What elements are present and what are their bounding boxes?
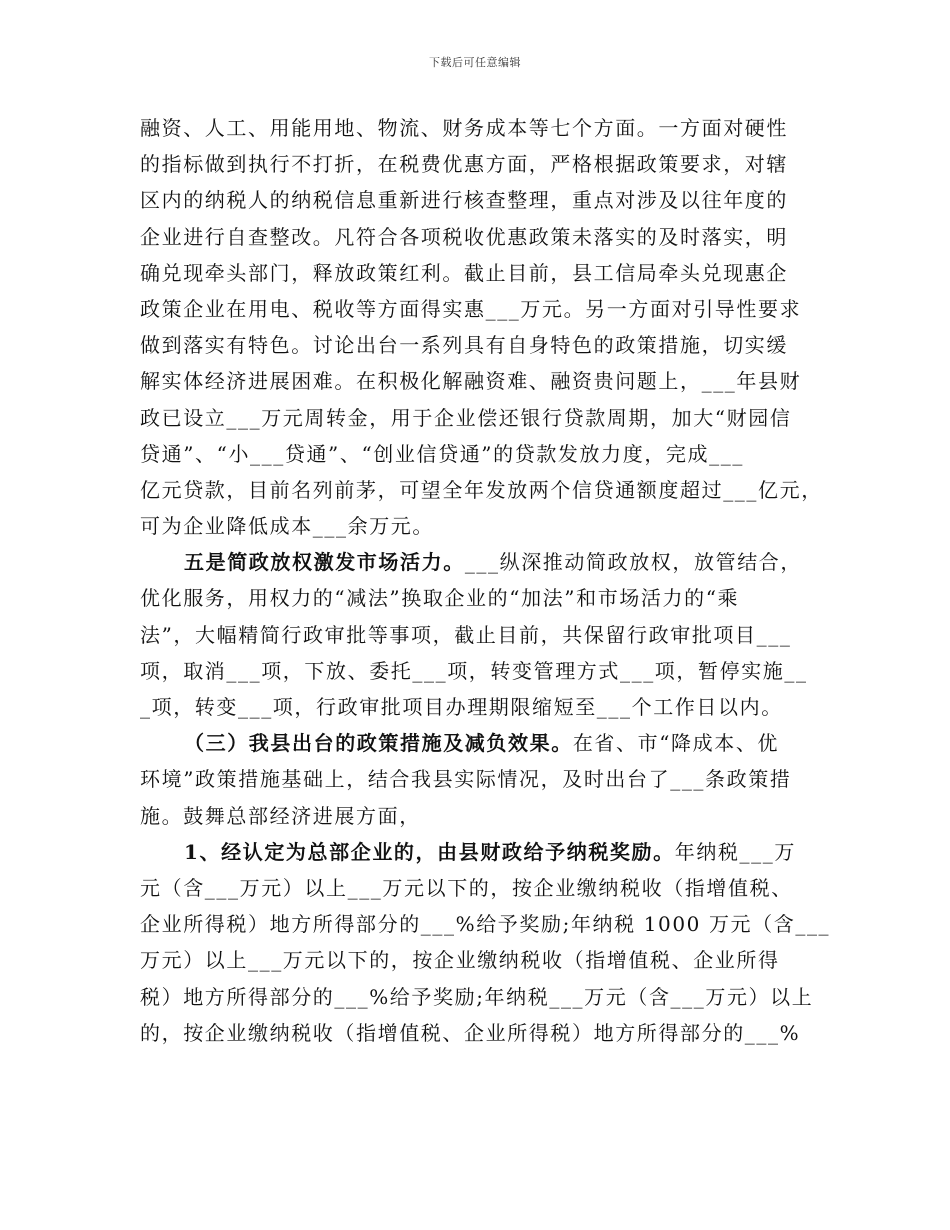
text-line: 确兑现牵头部门，释放政策红利。截止目前，县工信局牵头兑现惠企 bbox=[140, 260, 788, 285]
text-line: 施。鼓舞总部经济进展方面， bbox=[140, 803, 421, 828]
paragraph-start-line bbox=[140, 725, 830, 761]
section-heading: （三）我县出台的政策措施及减负效果。 bbox=[184, 731, 573, 756]
paragraph-start-line bbox=[140, 834, 830, 870]
text-span: 在省、市“降成本、优 bbox=[572, 731, 780, 756]
text-line: _项，转变___项，行政审批项目办理期限缩短至___个工作日以内。 bbox=[140, 695, 783, 719]
text-line: 税）地方所得部分的___%给予奖励;年纳税___万元（含___万元）以上 bbox=[140, 984, 814, 1009]
text-line: 元（含___万元）以上___万元以下的，按企业缴纳税收（指增值税、 bbox=[140, 875, 793, 900]
text-line: 解实体经济进展困难。在积极化解融资难、融资贵问题上，___年县财 bbox=[140, 369, 802, 394]
section-heading: 五是简政放权激发市场活力。 bbox=[184, 550, 465, 575]
text-span: ___纵深推动简政放权，放管结合， bbox=[464, 550, 803, 575]
text-line: 企业进行自查整改。凡符合各项税收优惠政策未落实的及时落实，明 bbox=[140, 224, 788, 249]
text-line: 融资、人工、用能用地、物流、财务成本等七个方面。一方面对硬性 bbox=[140, 116, 788, 140]
paragraph-start-line bbox=[140, 544, 830, 580]
text-line: 区内的纳税人的纳税信息重新进行核查整理，重点对涉及以往年度的 bbox=[140, 188, 788, 213]
text-line: 亿元贷款，目前名列前茅，可望全年发放两个信贷通额度超过___亿元， bbox=[140, 477, 823, 502]
text-line: 优化服务，用权力的“减法”换取企业的“加法”和市场活力的“乘 bbox=[140, 586, 740, 611]
text-line: 的指标做到执行不打折，在税费优惠方面，严格根据政策要求，对辖 bbox=[140, 152, 788, 177]
text-line: 万元）以上___万元以下的，按企业缴纳税收（指增值税、企业所得 bbox=[140, 948, 780, 973]
text-line: 项，取消___项，下放、委托___项，转变管理方式___项，暂停实施__ bbox=[140, 658, 808, 683]
page-header: 下载后可任意编辑 bbox=[429, 56, 521, 69]
text-line: 可为企业降低成本___余万元。 bbox=[140, 514, 434, 539]
section-heading: 1、经认定为总部企业的，由县财政给予纳税奖励。 bbox=[184, 839, 675, 864]
text-line: 政策企业在用电、税收等方面得实惠___万元。另一方面对引导性要求 bbox=[140, 296, 802, 321]
text-span: 年纳税___万 bbox=[674, 839, 796, 864]
text-line: 法”，大幅精简行政审批等事项，截止目前，共保留行政审批项目___ bbox=[140, 622, 792, 647]
text-line: 企业所得税）地方所得部分的___%给予奖励;年纳税 1000 万元（含___ bbox=[140, 912, 831, 937]
text-line: 环境”政策措施基础上，结合我县实际情况，及时出台了___条政策措 bbox=[140, 767, 792, 792]
text-line: 贷通”、“小___贷通”、“创业信贷通”的贷款发放力度，完成___ bbox=[140, 441, 744, 466]
text-line: 政已设立___万元周转金，用于企业偿还银行贷款周期，加大“财园信 bbox=[140, 405, 792, 430]
document-body bbox=[140, 110, 830, 1051]
text-line: 做到落实有特色。讨论出台一系列具有自身特色的政策措施，切实缓 bbox=[140, 333, 788, 358]
text-line: 的，按企业缴纳税收（指增值税、企业所得税）地方所得部分的___% bbox=[140, 1020, 801, 1045]
